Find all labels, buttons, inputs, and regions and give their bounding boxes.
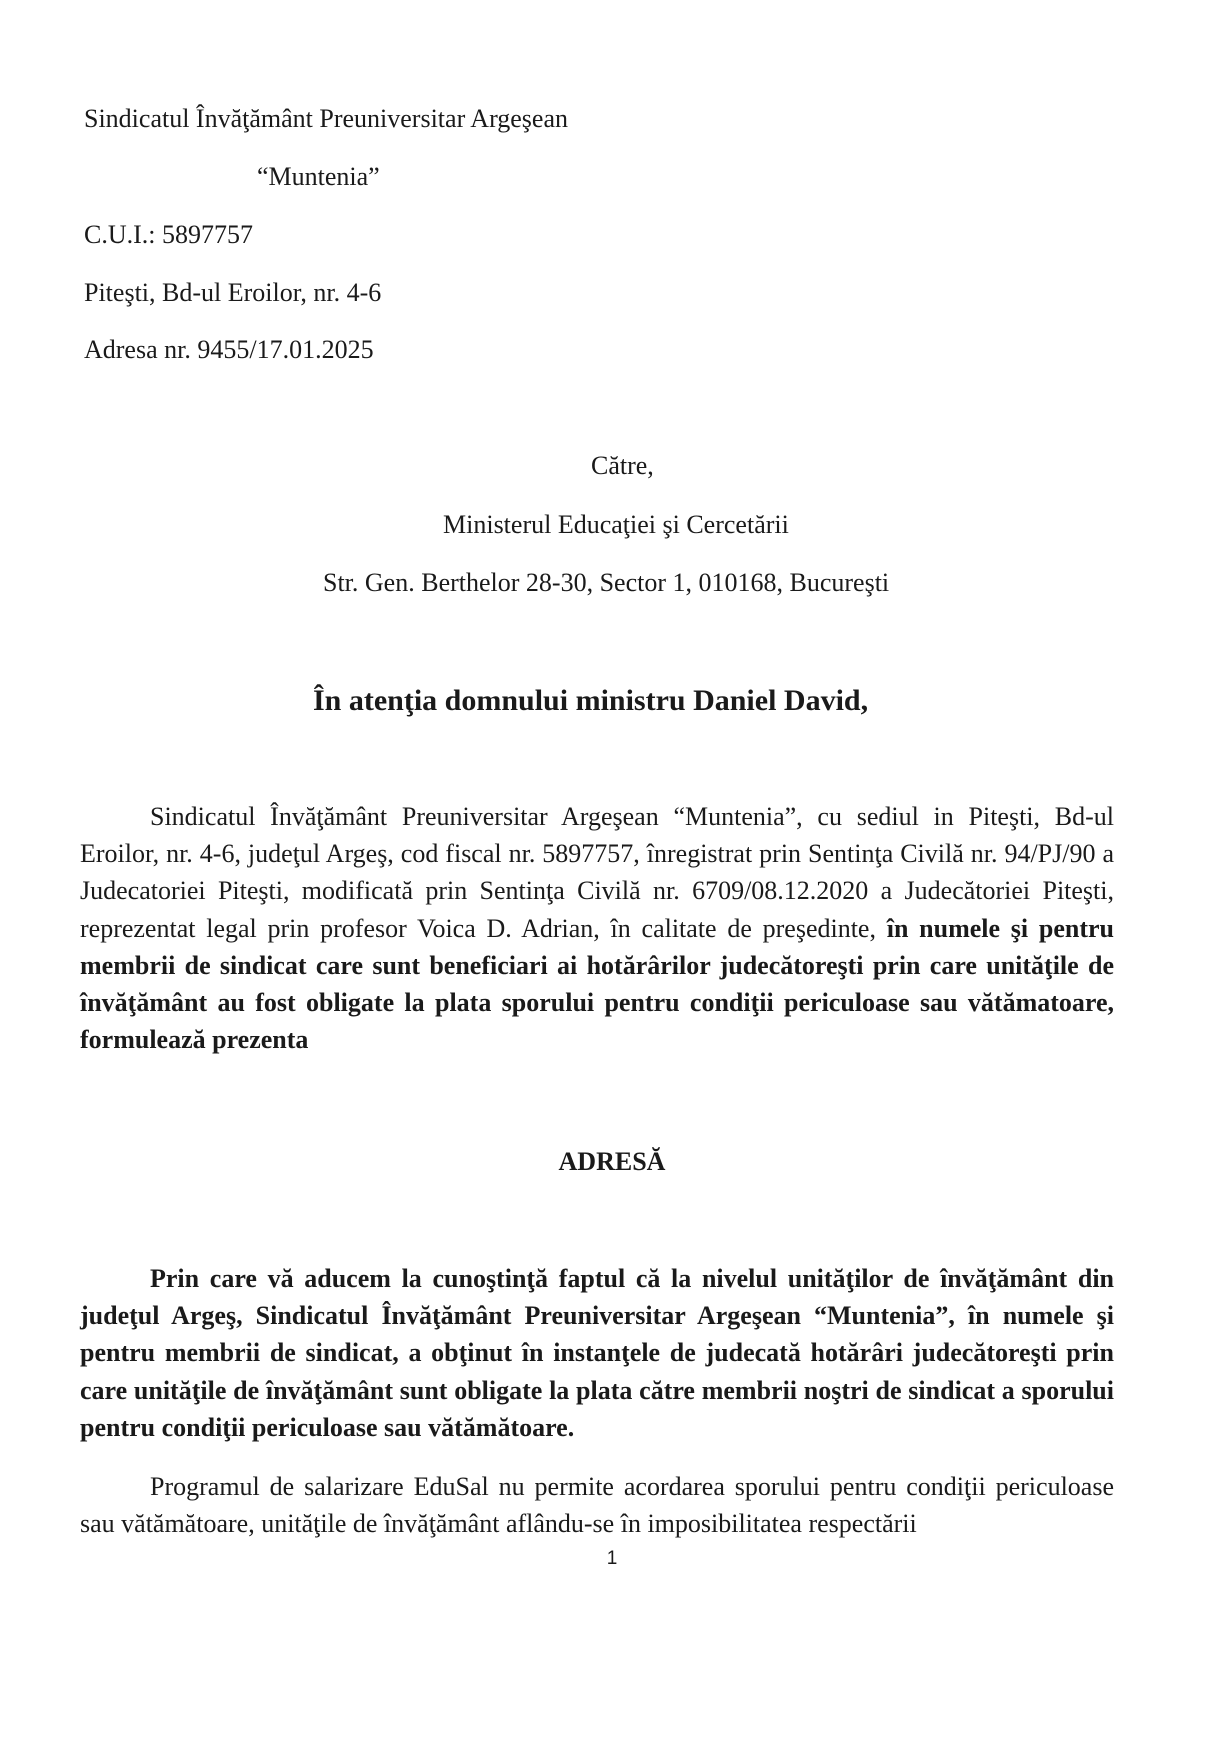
edusal-text: Programul de salarizare EduSal nu permite acordarea sporului pentru condiţii periculoase sau vătămătoare, unităţile de învăţământ aflându-se în imposibilitatea respectării (80, 1472, 1114, 1539)
page-number: 1 (606, 1548, 618, 1569)
document-heading: ADRESĂ (558, 1147, 666, 1176)
sender-address: Piteşti, Bd-ul Eroilor, nr. 4-6 (84, 278, 382, 307)
intro-paragraph (80, 798, 1114, 1058)
recipient-institution: Ministerul Educaţiei şi Cercetării (443, 510, 789, 539)
sender-name: Sindicatul Învăţământ Preuniversitar Argeşean (84, 104, 568, 133)
recipient-salutation: Către, (591, 451, 654, 480)
document-reference: Adresa nr. 9455/17.01.2025 (84, 335, 374, 364)
sender-name-suffix: “Muntenia” (257, 162, 380, 191)
notice-bold-text: Prin care vă aducem la cunoştinţă faptul că la nivelul unităţilor de învăţământ din judeţul Argeş, Sindicatul Învăţământ Preuniversitar Argeşean “Muntenia”, în numele şi pentru membrii de sindicat, a obţinut în instanţele de judecată hotărâri judecătoreşti prin care unităţile de învăţământ sunt obligate la plata către membrii noştri de sindicat a sporului pentru condiţii periculoase sau vătămătoare. (80, 1264, 1114, 1442)
intro-text: Sindicatul Învăţământ Preuniversitar Argeşean “Muntenia”, cu sediul in Piteşti, Bd-ul Eroilor, nr. 4-6, judeţul Argeş, cod fiscal nr. 5897757, înregistrat prin Sentinţa Civilă nr. 94/PJ/90 a Judecatoriei Piteşti, modificată prin Sentinţa Civilă nr. 6709/08.12.2020 a Judecătoriei Piteşti, reprezentat legal prin profesor Voica D. Adrian, în calitate de preşedinte, (80, 802, 1114, 943)
notice-paragraph (80, 1260, 1114, 1446)
attention-line: În atenţia domnului ministru Daniel David, (313, 684, 869, 717)
sender-cui: C.U.I.: 5897757 (84, 220, 253, 249)
intro-bold-text: în numele şi pentru membrii de sindicat care sunt beneficiari ai hotărârilor judecătoreşti prin care unităţile de învăţământ au fost obligate la plata sporului pentru condiţii periculoase sau vătămatoare, formulează prezenta (80, 913, 1114, 1055)
recipient-address: Str. Gen. Berthelor 28-30, Sector 1, 010168, Bucureşti (323, 568, 890, 597)
edusal-paragraph (80, 1468, 1114, 1542)
